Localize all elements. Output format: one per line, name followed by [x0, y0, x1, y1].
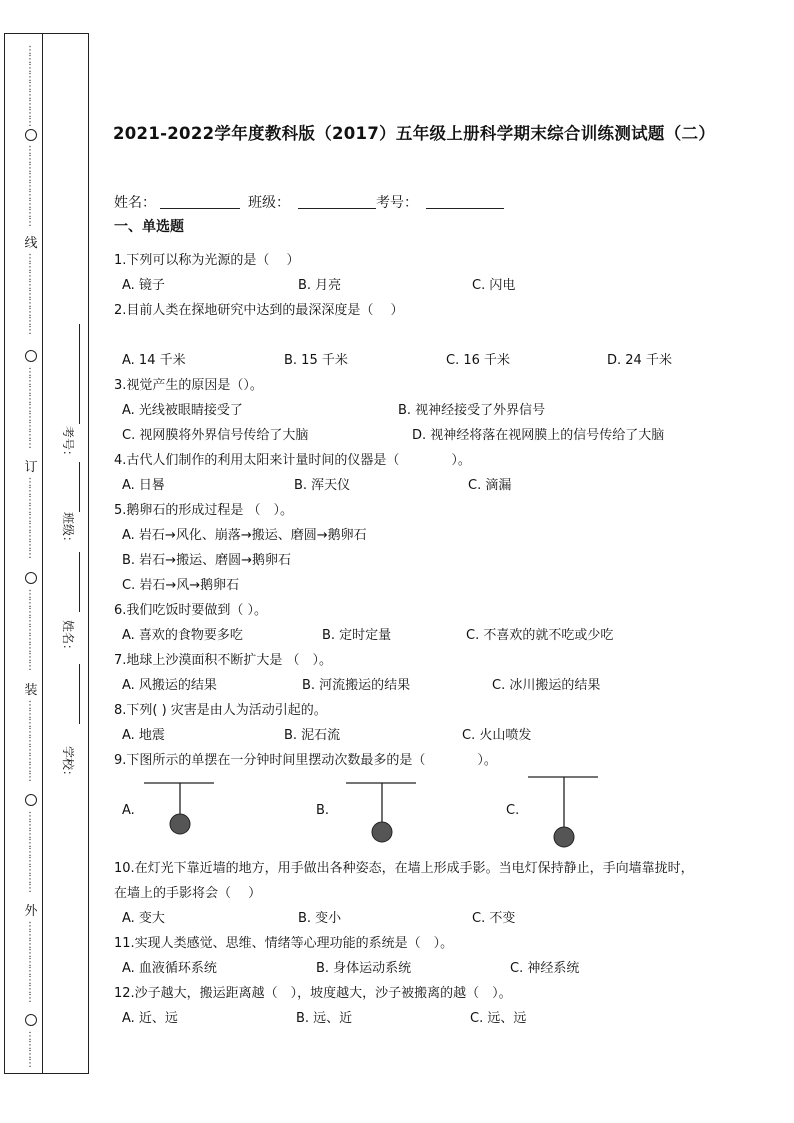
option[interactable]: C. 16 千米	[446, 353, 511, 368]
question-7: 7.地球上沙漠面积不断扩大是 （ ）。	[114, 653, 333, 668]
binding-dots: ⋮ ⋮ ⋮ ⋮	[25, 1031, 35, 1069]
binding-circle	[25, 129, 37, 141]
binding-field-line	[79, 664, 80, 724]
name-label: 姓名：	[114, 195, 156, 211]
option[interactable]: B.	[316, 803, 330, 818]
option[interactable]: B. 视神经接受了外界信号	[398, 403, 546, 418]
option[interactable]: C. 闪电	[472, 278, 516, 293]
section-title: 一、单选题	[114, 219, 184, 235]
binding-char-ding: 订	[24, 460, 38, 475]
binding-dots: ⋮ ⋮ ⋮ ⋮ ⋮ ⋮ ⋮ ⋮ ⋮	[25, 921, 35, 1004]
binding-field-line	[79, 552, 80, 612]
binding-dots: ⋮ ⋮ ⋮ ⋮ ⋮ ⋮ ⋮ ⋮ ⋮	[25, 477, 35, 560]
option[interactable]: A. 光线被眼睛接受了	[122, 403, 243, 418]
pendulum-b	[342, 775, 422, 850]
option[interactable]: D. 24 千米	[607, 353, 672, 368]
option[interactable]: C. 神经系统	[510, 961, 580, 976]
pendulum-a	[140, 775, 220, 840]
option[interactable]: B. 浑天仪	[294, 478, 351, 493]
option[interactable]: C. 岩石→风→鹅卵石	[122, 578, 240, 593]
question-3: 3.视觉产生的原因是（）。	[114, 378, 263, 393]
question-1: 1.下列可以称为光源的是（ ）	[114, 253, 300, 268]
binding-char-zhuang: 装	[24, 683, 38, 698]
question-11: 11.实现人类感觉、思维、情绪等心理功能的系统是（ ）。	[114, 936, 454, 951]
binding-circle	[25, 350, 37, 362]
binding-dots: ⋮ ⋮ ⋮ ⋮ ⋮ ⋮ ⋮ ⋮ ⋮	[25, 45, 35, 128]
option[interactable]: B. 泥石流	[284, 728, 341, 743]
option[interactable]: D. 视神经将落在视网膜上的信号传给了大脑	[412, 428, 665, 443]
binding-circle	[25, 1014, 37, 1026]
pendulum-bob	[170, 814, 190, 834]
option[interactable]: A. 血液循环系统	[122, 961, 217, 976]
option[interactable]: A. 近、远	[122, 1011, 178, 1026]
pendulum-c	[524, 769, 604, 853]
option[interactable]: A. 地震	[122, 728, 165, 743]
option[interactable]: C. 视网膜将外界信号传给了大脑	[122, 428, 309, 443]
option[interactable]: C.	[506, 803, 520, 818]
option[interactable]: B. 变小	[298, 911, 342, 926]
binding-field-name: 姓名：	[61, 620, 75, 657]
option[interactable]: C. 火山喷发	[462, 728, 532, 743]
question-10-cont: 在墙上的手影将会（ ）	[114, 886, 262, 901]
option[interactable]: C. 不喜欢的就不吃或少吃	[466, 628, 614, 643]
option[interactable]: A. 日晷	[122, 478, 165, 493]
option[interactable]: C. 滴漏	[468, 478, 512, 493]
pendulum-bob	[554, 827, 574, 847]
binding-dots: ⋮ ⋮ ⋮ ⋮ ⋮ ⋮ ⋮ ⋮ ⋮	[25, 589, 35, 672]
class-field[interactable]	[298, 208, 376, 209]
option[interactable]: B. 河流搬运的结果	[302, 678, 411, 693]
question-2: 2.目前人类在探地研究中达到的最深深度是（ ）	[114, 303, 404, 318]
binding-field-line	[79, 462, 80, 512]
option[interactable]: A. 风搬运的结果	[122, 678, 217, 693]
binding-field-line	[79, 324, 80, 424]
option[interactable]: A. 镜子	[122, 278, 165, 293]
option[interactable]: B. 定时定量	[322, 628, 392, 643]
question-9: 9.下图所示的单摆在一分钟时间里摆动次数最多的是（ ）。	[114, 753, 497, 768]
option[interactable]: C. 冰川搬运的结果	[492, 678, 601, 693]
question-4: 4.古代人们制作的利用太阳来计量时间的仪器是（ ）。	[114, 453, 471, 468]
question-6: 6.我们吃饭时要做到（ ）。	[114, 603, 268, 618]
question-8: 8.下列( ) 灾害是由人为活动引起的。	[114, 703, 327, 718]
option[interactable]: B. 15 千米	[284, 353, 348, 368]
number-field[interactable]	[426, 208, 504, 209]
option[interactable]: B. 远、近	[296, 1011, 353, 1026]
pendulum-bob	[372, 822, 392, 842]
name-field[interactable]	[160, 208, 240, 209]
binding-char-wai: 外	[24, 904, 38, 919]
binding-dots: ⋮ ⋮ ⋮ ⋮ ⋮ ⋮ ⋮ ⋮ ⋮	[25, 700, 35, 783]
binding-dots: ⋮ ⋮ ⋮ ⋮ ⋮ ⋮ ⋮ ⋮ ⋮	[25, 145, 35, 228]
question-10: 10.在灯光下靠近墙的地方，用手做出各种姿态，在墙上形成手影。当电灯保持静止，手向墙靠拢时，	[114, 861, 694, 876]
binding-dot-column	[21, 34, 41, 1073]
binding-field-class: 班级：	[61, 512, 75, 549]
binding-dots: ⋮ ⋮ ⋮ ⋮ ⋮ ⋮ ⋮ ⋮ ⋮	[25, 811, 35, 894]
option[interactable]: A. 变大	[122, 911, 165, 926]
binding-dots: ⋮ ⋮ ⋮ ⋮ ⋮ ⋮ ⋮ ⋮ ⋮	[25, 367, 35, 450]
option[interactable]: B. 月亮	[298, 278, 342, 293]
binding-field-number: 考号：	[61, 426, 75, 463]
binding-char-xian: 线	[24, 236, 38, 251]
option[interactable]: B. 岩石→搬运、磨圆→鹅卵石	[122, 553, 291, 568]
option[interactable]: B. 身体运动系统	[316, 961, 412, 976]
binding-circle	[25, 794, 37, 806]
question-12: 12.沙子越大，搬运距离越（ ），坡度越大，沙子被搬离的越（ ）。	[114, 986, 512, 1001]
option[interactable]: A. 14 千米	[122, 353, 186, 368]
binding-strip	[4, 33, 89, 1074]
question-5: 5.鹅卵石的形成过程是 （ ）。	[114, 503, 294, 518]
binding-divider	[42, 34, 43, 1073]
option[interactable]: C. 不变	[472, 911, 516, 926]
option[interactable]: A. 喜欢的食物要多吃	[122, 628, 243, 643]
number-label: 考号：	[376, 195, 418, 211]
page-title: 2021-2022学年度教科版（2017）五年级上册科学期末综合训练测试题（二）	[113, 124, 716, 143]
option[interactable]: A.	[122, 803, 135, 818]
option[interactable]: A. 岩石→风化、崩落→搬运、磨圆→鹅卵石	[122, 528, 367, 543]
option[interactable]: C. 远、远	[470, 1011, 527, 1026]
binding-dots: ⋮ ⋮ ⋮ ⋮ ⋮ ⋮ ⋮ ⋮ ⋮	[25, 253, 35, 336]
binding-circle	[25, 572, 37, 584]
binding-field-school: 学校：	[61, 746, 75, 783]
class-label: 班级：	[248, 195, 290, 211]
